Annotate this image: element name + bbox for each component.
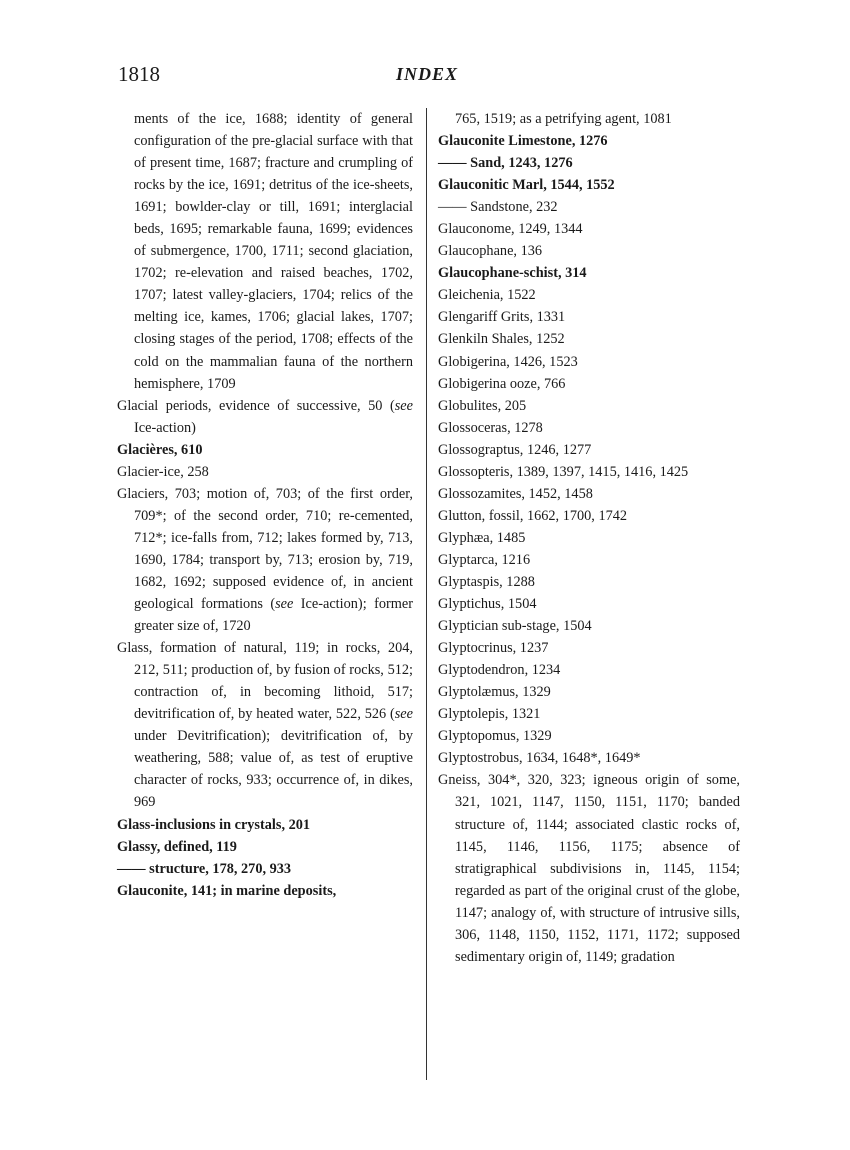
index-entry: Glauconite, 141; in marine deposits,: [117, 882, 337, 899]
index-entry: Glyptichus, 1504: [438, 596, 537, 613]
index-entry: Glengariff Grits, 1331: [438, 309, 566, 326]
index-entry: Glyptodendron, 1234: [438, 662, 561, 679]
index-entry: Glyptolepis, 1321: [438, 706, 541, 723]
index-entry: Globigerina ooze, 766: [438, 375, 566, 392]
index-entry: Globigerina, 1426, 1523: [438, 353, 578, 370]
index-entry: Glyptopomus, 1329: [438, 728, 552, 745]
index-entry: Globulites, 205: [438, 397, 527, 414]
index-entry: Glyptician sub-stage, 1504: [438, 618, 592, 635]
index-entry: Glaucophane, 136: [438, 243, 543, 260]
index-entry: Glyptaspis, 1288: [438, 573, 535, 590]
index-entry: Glyptostrobus, 1634, 1648*, 1649*: [438, 750, 641, 767]
index-entry: Glaciers, 703; motion of, 703; of the first order, 709*; of the second order, 710; re-cemented, 712*; ice-falls from, 712; lakes formed by, 713, 1690, 1784; transport by, 713; erosion by, 719, 1682, 1692; supposed evidence of, in ancient geological formations (see Ice-action); former greater size of, 1720: [117, 485, 413, 635]
page-number: 1818: [118, 62, 160, 86]
index-column-left: [117, 108, 413, 902]
index-entry: Glacier-ice, 258: [117, 463, 209, 480]
index-entry: Glyptolæmus, 1329: [438, 684, 551, 701]
index-entry: ments of the ice, 1688; identity of general configuration of the pre-glacial surface with that of present time, 1687; fracture and crumpling of rocks by the ice, 1691; detritus of the ice-sheets, 1691; bowlder-clay or till, 1691; interglacial beds, 1695; remarkable fauna, 1699; evidences of submergence, 1700, 1711; second glaciation, 1702; re-elevation and raised beaches, 1702, 1707; latest valley-glaciers, 1704; relics of the melting ice, kames, 1706; glacial lakes, 1707; closing stages of the period, 1708; effects of the cold on the mammalian fauna of the northern hemisphere, 1709: [134, 111, 413, 392]
index-entry: Glossozamites, 1452, 1458: [438, 485, 593, 502]
index-entry: Gleichenia, 1522: [438, 287, 536, 304]
index-entry: —— Sandstone, 232: [438, 199, 558, 216]
index-entry: Glauconite Limestone, 1276: [438, 133, 608, 150]
index-entry: Glyptarca, 1216: [438, 551, 531, 568]
index-entry: Glass, formation of natural, 119; in rocks, 204, 212, 511; production of, by fusion of rocks, 512; contraction of, in becoming lithoid, 517; devitrification of, by heated water, 522, 526 (see under Devitrification); devitrification of, by weathering, 588; value of, as test of eruptive character of rocks, 933; occurrence of, in dikes, 969: [117, 640, 413, 811]
index-entry: Glaucophane-schist, 314: [438, 265, 587, 282]
index-entry: Gneiss, 304*, 320, 323; igneous origin of some, 321, 1021, 1147, 1150, 1151, 1170; banded structure of, 1144; associated clastic rocks of, 1145, 1146, 1156, 1175; absence of stratigraphical subdivisions in, 1145, 1154; regarded as part of the original crust of the globe, 1147; analogy of, with structure of intrusive sills, 306, 1148, 1150, 1152, 1171, 1172; supposed sedimentary origin of, 1149; gradation: [438, 772, 740, 965]
index-entry: Glacières, 610: [117, 441, 203, 458]
index-entry: Glossopteris, 1389, 1397, 1415, 1416, 1425: [438, 463, 689, 480]
index-entry: Glenkiln Shales, 1252: [438, 331, 565, 348]
index-entry: —— structure, 178, 270, 933: [117, 860, 292, 877]
index-entry: Glass-inclusions in crystals, 201: [117, 816, 311, 833]
index-entry: Glauconome, 1249, 1344: [438, 221, 583, 238]
index-entry: Glossograptus, 1246, 1277: [438, 441, 592, 458]
index-entry: Glauconitic Marl, 1544, 1552: [438, 177, 615, 194]
column-divider: [426, 108, 427, 1080]
index-entry: Glutton, fossil, 1662, 1700, 1742: [438, 507, 628, 524]
index-column-right: [438, 108, 740, 968]
index-entry: Glossoceras, 1278: [438, 419, 543, 436]
index-entry: Glassy, defined, 119: [117, 838, 237, 855]
index-entry: Glacial periods, evidence of successive, 50 (see Ice-action): [117, 397, 413, 436]
index-entry: 765, 1519; as a petrifying agent, 1081: [455, 111, 672, 127]
index-entry: —— Sand, 1243, 1276: [438, 155, 573, 172]
index-entry: Glyphæa, 1485: [438, 529, 526, 546]
page-title: INDEX: [396, 64, 459, 84]
index-entry: Glyptocrinus, 1237: [438, 640, 549, 657]
